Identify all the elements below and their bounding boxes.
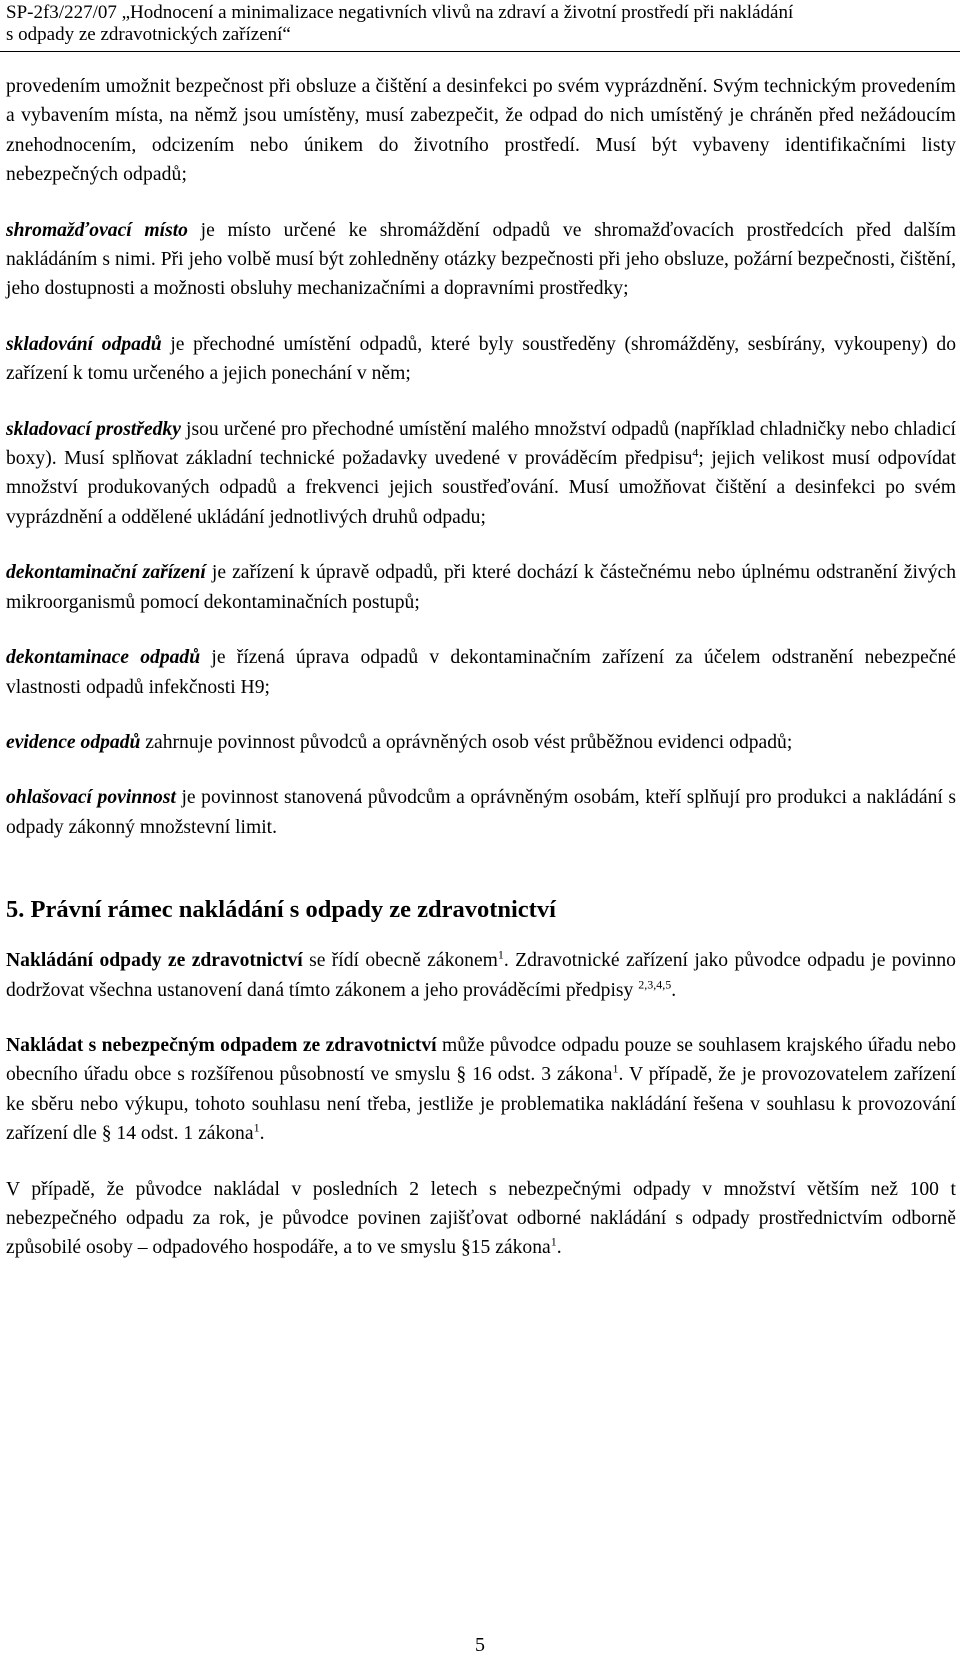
definition-text: zahrnuje povinnost původců a oprávněných osob vést průběžnou evidenci odpadů;: [140, 731, 793, 753]
bold-phrase: Nakládat s nebezpečným odpadem ze zdravotnictví: [6, 1034, 437, 1056]
definition-text: je přechodné umístění odpadů, které byly soustředěny (shromážděny, sesbírány, vykoupeny) do zařízení k tomu určeného a jejich ponechání v něm;: [6, 333, 956, 385]
definition-dekontaminace-odpadu: [6, 643, 956, 702]
footnote-ref: 1: [550, 1234, 557, 1249]
definition-skladovani-odpadu: [6, 330, 956, 389]
definition-evidence-odpadu: [6, 728, 956, 757]
term-label: evidence odpadů: [6, 731, 141, 753]
term-label: dekontaminační zařízení: [6, 562, 206, 584]
page-number: 5: [475, 1634, 485, 1656]
bold-phrase: Nakládání odpady ze zdravotnictví: [6, 950, 303, 972]
paragraph-text: . Zdravotnické zařízení jako původce odpadu je povinno dodržovat všechna ustanovení daná tímto zákonem a jeho prováděcími předpisy: [6, 950, 956, 1001]
definition-text: ; jejich velikost musí odpovídat množství produkovaných odpadů a frekvenci jejich soustřeďování. Musí umožňovat čištění a desinfekci po svém vyprázdnění a oddělené ukládání jednotlivých druhů odpadu;: [6, 448, 956, 528]
footnote-ref: 2,3,4,5: [638, 977, 672, 991]
term-label: shromažďovací místo: [6, 219, 188, 241]
definition-shromazdovaci-misto: [6, 216, 956, 304]
section-paragraph-1: [6, 946, 956, 1005]
footnote-ref: 1: [253, 1120, 260, 1135]
paragraph-text: .: [556, 1237, 562, 1259]
definition-text: je povinnost stanovená původcům a oprávněným osobám, kteří splňují pro produkci a nakládání s odpady zákonný množstevní limit.: [6, 787, 956, 838]
section-paragraph-2: [6, 1031, 956, 1149]
paragraph-text: se řídí obecně zákonem: [302, 950, 498, 972]
definition-text: je řízená úprava odpadů v dekontaminačním zařízení za účelem odstranění nebezpečné vlastnosti odpadů infekčnosti H9;: [6, 647, 956, 698]
paragraph-continuation: provedením umožnit bezpečnost při obsluze a čištění a desinfekci po svém vyprázdnění. Svým technickým provedením a vybavením místa, na němž jsou umístěny, musí zabezpečit, že odpad do nich umístěný je chráněn před nežádoucím znehodnocením, odcizením nebo únikem do životního prostředí. Musí být vybaveny identifikačními listy nebezpečných odpadů;: [6, 76, 956, 186]
definition-skladovaci-prostredky: [6, 415, 956, 533]
header-line-1: SP-2f3/227/07 „Hodnocení a minimalizace negativních vlivů na zdraví a životní prostředí při nakládání: [6, 2, 794, 23]
footnote-ref: 1: [497, 947, 504, 962]
term-label: dekontaminace odpadů: [6, 647, 201, 669]
section-paragraph-3: [6, 1175, 956, 1263]
term-label: skladovací prostředky: [6, 418, 181, 440]
paragraph-text: .: [671, 979, 677, 1001]
definition-ohlasovaci-povinnost: [6, 783, 956, 842]
term-label: skladování odpadů: [6, 333, 162, 355]
page-header: [6, 2, 936, 46]
definition-text: je místo určené ke shromáždění odpadů ve shromažďovacích prostředcích před dalším nakládáním s nimi. Při jeho volbě musí být zohledněny otázky bezpečnosti při jeho obsluze, požární bezpečnosti, čištění, jeho dostupnosti a možnosti obsluhy mechanizačními a dopravními prostředky;: [6, 219, 956, 300]
definition-text: jsou určené pro přechodné umístění malého množství odpadů (například chladničky nebo chladicí boxy). Musí splňovat základní technické požadavky uvedené v prováděcím předpisu: [6, 418, 956, 470]
section-heading: 5. Právní rámec nakládání s odpady ze zdravotnictví: [6, 896, 556, 924]
definition-dekontaminacni-zarizeni: [6, 558, 956, 617]
definition-text: je zařízení k úpravě odpadů, při které dochází k částečnému nebo úplnému odstranění živých mikroorganismů pomocí dekontaminačních postupů;: [6, 562, 956, 613]
footnote-ref: 1: [612, 1061, 619, 1076]
footnote-ref: 4: [692, 445, 699, 460]
document-body: [6, 72, 956, 1263]
term-label: ohlašovací povinnost: [6, 787, 176, 809]
paragraph-text: může původce odpadu pouze se souhlasem krajského úřadu nebo obecního úřadu obce s rozšířenou působností ve smyslu § 16 odst. 3 zákona: [6, 1034, 956, 1086]
paragraph-text: .: [259, 1123, 265, 1145]
paragraph-text: V případě, že původce nakládal v posledních 2 letech s nebezpečnými odpady v množství větším než 100 t nebezpečného odpadu za rok, je původce povinen zajišťovat odborné nakládání s odpady prostřednictvím odborně způsobilé osoby – odpadového hospodáře, a to ve smyslu §15 zákona: [6, 1178, 956, 1259]
header-line-2: s odpady ze zdravotnických zařízení“: [6, 24, 291, 45]
header-rule: [0, 51, 960, 52]
paragraph-text: . V případě, že je provozovatelem zařízení ke sběru nebo výkupu, tohoto souhlasu není třeba, jestliže je problematika nakládání řešena v souhlasu k provozování zařízení dle § 14 odst. 1 zákona: [6, 1064, 956, 1145]
